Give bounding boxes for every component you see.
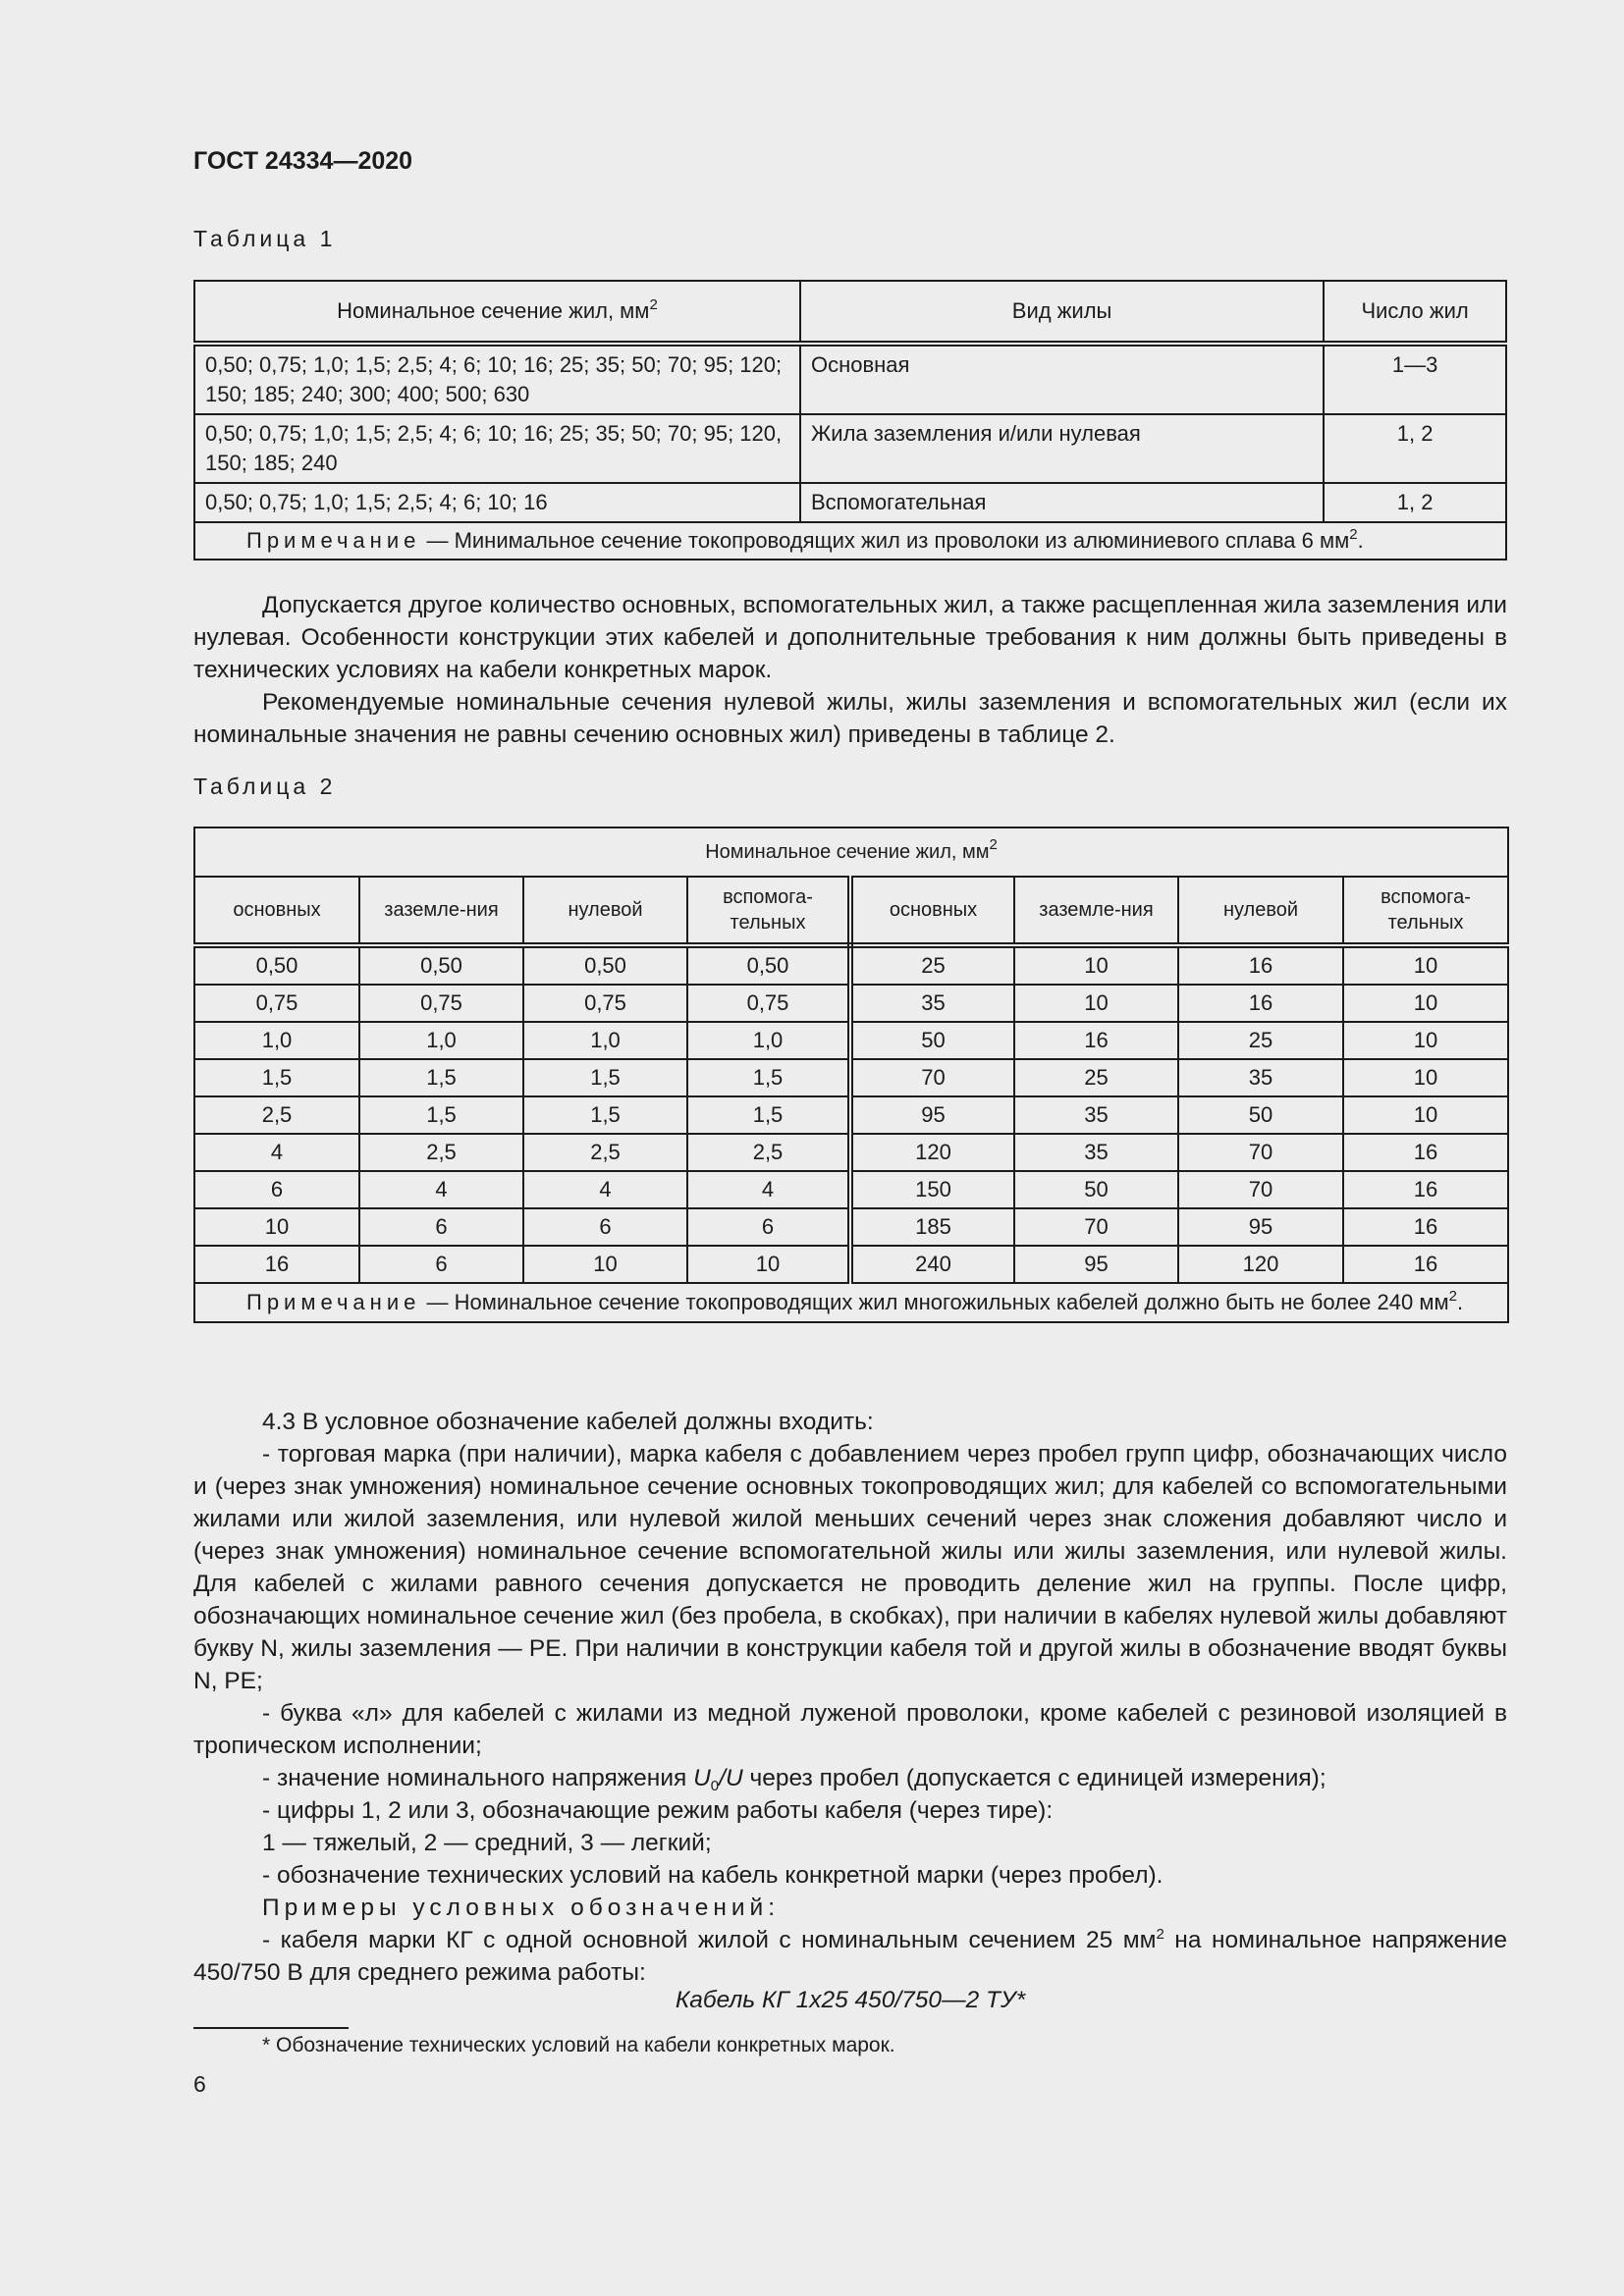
cell: 1,0 — [687, 1022, 850, 1059]
page-number: 6 — [193, 2071, 206, 2097]
cell: 16 — [1343, 1134, 1508, 1171]
table-row — [194, 344, 1506, 414]
cell: 2,5 — [687, 1134, 850, 1171]
table2-header-ground: заземле-ния — [1014, 877, 1178, 945]
table1-cell-count: 1, 2 — [1324, 414, 1506, 483]
table-row — [194, 1096, 1508, 1134]
cell: 95 — [1014, 1246, 1178, 1283]
cell: 16 — [1343, 1208, 1508, 1246]
examples-heading: Примеры условных обозначений: — [262, 1895, 781, 1921]
table-row — [194, 985, 1508, 1022]
cell: 70 — [1014, 1208, 1178, 1246]
cell: 1,0 — [194, 1022, 359, 1059]
cell: 0,75 — [523, 985, 687, 1022]
table1 — [193, 280, 1507, 561]
table2-header-neutral: нулевой — [1178, 877, 1343, 945]
cell: 150 — [850, 1171, 1014, 1208]
table-row — [194, 1134, 1508, 1171]
cell: 95 — [850, 1096, 1014, 1134]
cell: 16 — [1178, 985, 1343, 1022]
table2-note: Примечание — Номинальное сечение токопроводящих жил многожильных кабелей должно быть не более 240 $мм^2$. — [194, 1283, 1508, 1322]
cell: 4 — [687, 1171, 850, 1208]
cell: 185 — [850, 1208, 1014, 1246]
section-intro: 4.3 В условное обозначение кабелей должны входить: — [262, 1409, 874, 1435]
table2-caption: Таблица 2 — [193, 774, 337, 799]
cell: 0,50 — [359, 945, 523, 985]
cell: 1,5 — [687, 1059, 850, 1096]
section-4-3 — [193, 1406, 1507, 1989]
cell: 0,50 — [687, 945, 850, 985]
cell: 35 — [850, 985, 1014, 1022]
table1-cell-type: Основная — [800, 344, 1324, 414]
cell: 16 — [1343, 1246, 1508, 1283]
cell: 240 — [850, 1246, 1014, 1283]
cell: 4 — [194, 1134, 359, 1171]
cell: 1,5 — [359, 1059, 523, 1096]
example-formula: Кабель КГ 1х25 450/750—2 ТУ* — [675, 1987, 1026, 2013]
table2-top-header: Номинальное сечение жил, $мм^2$ — [194, 828, 1508, 877]
table1-cell-sections: 0,50; 0,75; 1,0; 1,5; 2,5; 4; 6; 10; 16; 25; 35; 50; 70; 95; 120, 150; 185; 240 — [194, 414, 800, 483]
cell: 25 — [850, 945, 1014, 985]
list-item: - значение номинального напряжения $U_0/U$ через пробел (допускается с единицей измерения); — [262, 1765, 1326, 1794]
cell: 70 — [850, 1059, 1014, 1096]
table1-note-row — [194, 522, 1506, 560]
table1-cell-type: Жила заземления и/или нулевая — [800, 414, 1324, 483]
table1-cell-sections: 0,50; 0,75; 1,0; 1,5; 2,5; 4; 6; 10; 16 — [194, 483, 800, 522]
cell: 1,5 — [359, 1096, 523, 1134]
table2-header-ground: заземле-ния — [359, 877, 523, 945]
cell: 10 — [1343, 945, 1508, 985]
footnote-divider — [193, 2027, 349, 2029]
cell: 120 — [1178, 1246, 1343, 1283]
document-header: ГОСТ 24334—2020 — [193, 147, 413, 175]
cell: 120 — [850, 1134, 1014, 1171]
cell: 1,5 — [523, 1096, 687, 1134]
cell: 0,75 — [194, 985, 359, 1022]
cell: 6 — [523, 1208, 687, 1246]
table2-header-auxiliary: вспомога-тельных — [1343, 877, 1508, 945]
list-item: - обозначение технических условий на кабель конкретной марки (через пробел). — [262, 1862, 1164, 1889]
cell: 1,0 — [523, 1022, 687, 1059]
cell: 35 — [1178, 1059, 1343, 1096]
cell: 95 — [1178, 1208, 1343, 1246]
cell: 0,75 — [359, 985, 523, 1022]
cell: 16 — [1343, 1171, 1508, 1208]
list-item-modes: 1 — тяжелый, 2 — средний, 3 — легкий; — [262, 1830, 712, 1856]
cell: 25 — [1014, 1059, 1178, 1096]
cell: 6 — [359, 1246, 523, 1283]
cell: 10 — [687, 1246, 850, 1283]
table2-body — [194, 945, 1508, 1283]
cell: 0,50 — [523, 945, 687, 985]
cell: 10 — [523, 1246, 687, 1283]
cell: 35 — [1014, 1134, 1178, 1171]
cell: 16 — [1014, 1022, 1178, 1059]
example-item: - кабеля марки КГ с одной основной жилой с номинальным сечением 25 $мм^2$ на номинальное напряжение 450/750 В для среднего режима работы: — [193, 1926, 1507, 1986]
table1-cell-count: 1, 2 — [1324, 483, 1506, 522]
table-row — [194, 414, 1506, 483]
table-row — [194, 945, 1508, 985]
cell: 10 — [1343, 1059, 1508, 1096]
paragraph: Допускается другое количество основных, вспомогательных жил, а также расщепленная жила заземления или нулевая. Особенности конструкции этих кабелей и дополнительные требования к ним должны быть приведены в технических условиях на кабели конкретных марок. — [193, 592, 1507, 683]
cell: 6 — [194, 1171, 359, 1208]
cell: 10 — [1343, 985, 1508, 1022]
footnote: * Обозначение технических условий на кабели конкретных марок. — [262, 2034, 895, 2056]
cell: 2,5 — [523, 1134, 687, 1171]
cell: 50 — [1178, 1096, 1343, 1134]
cell: 10 — [1014, 985, 1178, 1022]
table-row — [194, 483, 1506, 522]
table1-header-count: Число жил — [1324, 281, 1506, 344]
cell: 16 — [1178, 945, 1343, 985]
table2-note-row — [194, 1283, 1508, 1322]
cell: 16 — [194, 1246, 359, 1283]
cell: 70 — [1178, 1134, 1343, 1171]
table1-caption: Таблица 1 — [193, 226, 337, 251]
table2 — [193, 827, 1509, 1323]
table1-cell-count: 1—3 — [1324, 344, 1506, 414]
cell: 25 — [1178, 1022, 1343, 1059]
table2-column-header-row — [194, 877, 1508, 945]
table1-header-type: Вид жилы — [800, 281, 1324, 344]
cell: 1,5 — [523, 1059, 687, 1096]
cell: 10 — [194, 1208, 359, 1246]
table-row — [194, 1022, 1508, 1059]
cell: 10 — [1343, 1022, 1508, 1059]
table-row — [194, 1059, 1508, 1096]
paragraph-block-1 — [193, 589, 1507, 751]
cell: 50 — [850, 1022, 1014, 1059]
cell: 0,75 — [687, 985, 850, 1022]
table1-cell-sections: 0,50; 0,75; 1,0; 1,5; 2,5; 4; 6; 10; 16; 25; 35; 50; 70; 95; 120; 150; 185; 240; 300; 400; 500; 630 — [194, 344, 800, 414]
table1-cell-type: Вспомогательная — [800, 483, 1324, 522]
list-item: - цифры 1, 2 или 3, обозначающие режим работы кабеля (через тире): — [262, 1797, 1054, 1824]
table2-header-main: основных — [850, 877, 1014, 945]
table2-header-auxiliary: вспомога-тельных — [687, 877, 850, 945]
table-row — [194, 1246, 1508, 1283]
cell: 2,5 — [194, 1096, 359, 1134]
cell: 1,5 — [687, 1096, 850, 1134]
cell: 50 — [1014, 1171, 1178, 1208]
cell: 6 — [359, 1208, 523, 1246]
paragraph: Рекомендуемые номинальные сечения нулевой жилы, жилы заземления и вспомогательных жил (если их номинальные значения не равны сечению основных жил) приведены в таблице 2. — [193, 689, 1507, 748]
cell: 2,5 — [359, 1134, 523, 1171]
cell: 1,5 — [194, 1059, 359, 1096]
cell: 70 — [1178, 1171, 1343, 1208]
table-row — [194, 1208, 1508, 1246]
cell: 4 — [359, 1171, 523, 1208]
table1-header-row — [194, 281, 1506, 344]
cell: 10 — [1343, 1096, 1508, 1134]
table1-note: Примечание — Минимальное сечение токопроводящих жил из проволоки из алюминиевого сплава 6 $мм^2$. — [194, 522, 1506, 560]
cell: 0,50 — [194, 945, 359, 985]
table2-top-header-row — [194, 828, 1508, 877]
cell: 10 — [1014, 945, 1178, 985]
cell: 35 — [1014, 1096, 1178, 1134]
table1-header-sections: Номинальное сечение жил, $мм^2$ — [194, 281, 800, 344]
table2-header-main: основных — [194, 877, 359, 945]
list-item: - буква «л» для кабелей с жилами из медной луженой проволоки, кроме кабелей с резиновой изоляцией в тропическом исполнении; — [193, 1700, 1507, 1759]
cell: 6 — [687, 1208, 850, 1246]
list-item: - торговая марка (при наличии), марка кабеля с добавлением через пробел групп цифр, обозначающих число и (через знак умножения) номинальное сечение основных токопроводящих жил; для кабелей со вспомогательными жилами или жилой заземления, или нулевой жилой меньших сечений через знак сложения добавляют число и (через знак умножения) номинальное сечение вспомогательной жилы или жилы заземления, или нулевой жилы. Для кабелей с жилами равного сечения допускается не проводить деление жил на группы. После цифр, обозначающих номинальное сечение жил (без пробела, в скобках), при наличии в кабелях нулевой жилы добавляют букву N, жилы заземления — PE. При наличии в конструкции кабеля той и другой жилы в обозначение вводят буквы N, PE; — [193, 1441, 1507, 1694]
table2-header-neutral: нулевой — [523, 877, 687, 945]
table-row — [194, 1171, 1508, 1208]
cell: 1,0 — [359, 1022, 523, 1059]
cell: 4 — [523, 1171, 687, 1208]
